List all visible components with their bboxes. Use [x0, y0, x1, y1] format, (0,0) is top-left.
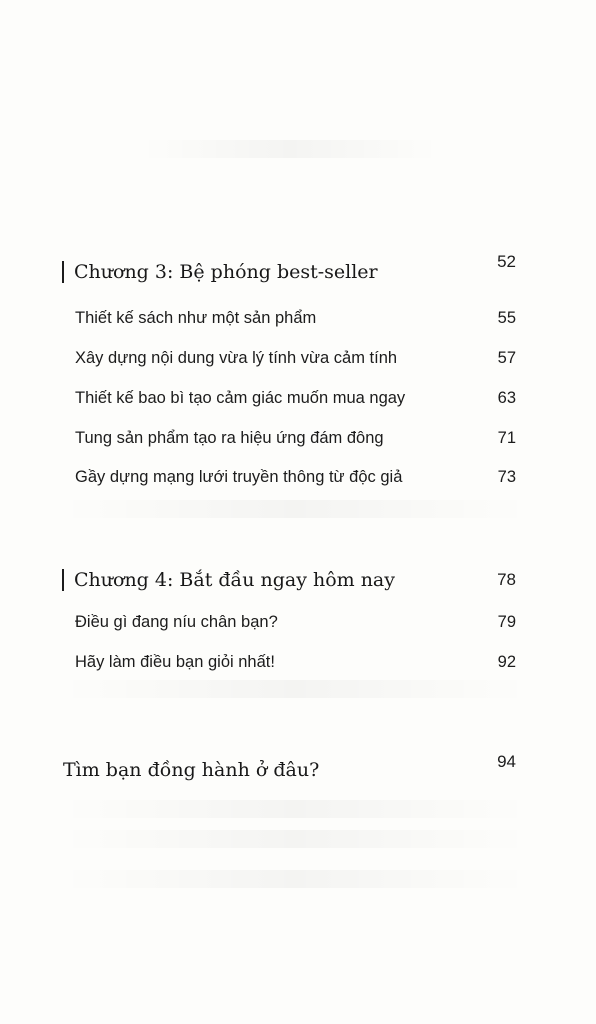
show-through-shadow: [140, 140, 440, 158]
chapter-marker: [62, 261, 64, 283]
chapter-heading: [62, 566, 516, 596]
toc-entry-title: Thiết kế bao bì tạo cảm giác muốn mua ngay: [75, 389, 406, 407]
toc-entry-title: Xây dựng nội dung vừa lý tính vừa cảm tính: [75, 349, 398, 367]
toc-entry: [75, 306, 516, 332]
show-through-shadow: [60, 830, 530, 848]
toc-entry-title: Thiết kế sách như một sản phẩm: [75, 309, 317, 327]
toc-entry-page-number: 63: [497, 389, 516, 407]
chapter-page-number: 78: [497, 570, 516, 589]
chapter-marker: [62, 569, 64, 591]
toc-entry: [75, 650, 516, 676]
toc-entry-page-number: 55: [497, 309, 516, 327]
chapter-title: Chương 3: Bệ phóng best-seller: [74, 261, 378, 283]
final-section-heading: [63, 752, 516, 786]
show-through-shadow: [60, 500, 530, 518]
toc-entry-title: Gầy dựng mạng lưới truyền thông từ độc giả: [75, 468, 403, 486]
chapter-page-number: 52: [497, 252, 516, 271]
toc-entry-page-number: 73: [497, 468, 516, 486]
toc-entry: [75, 386, 516, 412]
toc-entry-page-number: 57: [497, 349, 516, 367]
toc-entry-page-number: 79: [497, 613, 516, 631]
chapter-title: Chương 4: Bắt đầu ngay hôm nay: [74, 569, 395, 591]
show-through-shadow: [60, 870, 530, 888]
toc-entry: [75, 426, 516, 452]
chapter-heading: [62, 252, 516, 288]
toc-entry-page-number: 92: [497, 653, 516, 671]
toc-entry: [75, 346, 516, 372]
toc-entry: [75, 465, 516, 491]
final-section-title: Tìm bạn đồng hành ở đâu?: [63, 759, 320, 781]
show-through-shadow: [60, 800, 530, 818]
toc-entry-title: Điều gì đang níu chân bạn?: [75, 613, 278, 631]
toc-entry-page-number: 71: [497, 429, 516, 447]
toc-entry: [75, 610, 516, 636]
toc-entry-title: Hãy làm điều bạn giỏi nhất!: [75, 653, 275, 671]
final-section-page-number: 94: [497, 752, 516, 771]
show-through-shadow: [60, 680, 530, 698]
toc-entry-title: Tung sản phẩm tạo ra hiệu ứng đám đông: [75, 429, 384, 447]
